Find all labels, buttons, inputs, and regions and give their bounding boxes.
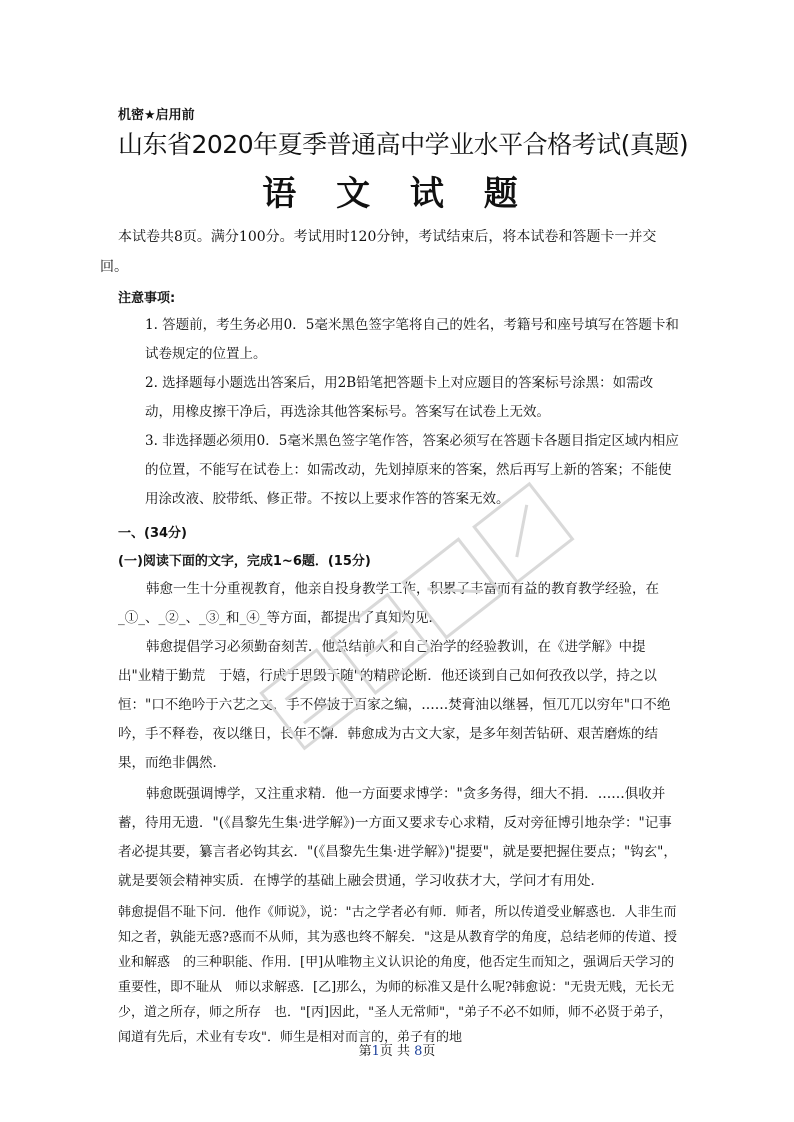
page-footer <box>0 1040 794 1059</box>
notes-heading: 注意事项: <box>118 291 176 306</box>
exam-title: 山东省2020年夏季普通高中学业水平合格考试(真题) <box>118 130 689 159</box>
classification-label: 机密★启用前 <box>118 108 195 123</box>
paragraph-2: 韩愈提倡学习必须勤奋刻苦．他总结前人和自己治学的经验教训，在《进学解》中提出"业精于勤荒 于嬉，行成于思毁于随"的精辟论断．他还谈到自己如何孜孜以学，持之以恒："口不绝吟于六艺之文，手不停披于百家之编，……焚膏油以继晷，恒兀兀以穷年"口不绝吟，手不释卷，夜以继日，长年不懈．韩愈成为古文大家，是多年刻苦钻研、艰苦磨炼的结果，而绝非偶然． <box>118 639 671 771</box>
notes-list <box>145 311 680 514</box>
subject-title: 语 文 试 题 <box>262 174 532 214</box>
intro-line-1: 本试卷共8页。满分100分。考试用时120分钟，考试结束后，将本试卷和答题卡一并交 <box>118 229 657 245</box>
note-item-2: 2. 选择题每小题选出答案后，用2B铅笔把答题卡上对应题目的答案标号涂黑：如需改动，用橡皮擦干净后，再选涂其他答案标号。答案写在试卷上无效。 <box>145 375 654 420</box>
footer-page-number: 1 <box>371 1044 380 1059</box>
part-heading: (一)阅读下面的文字，完成1~6题．(15分) <box>118 554 371 569</box>
footer-prefix: 第 <box>358 1044 372 1059</box>
paragraph-1: 韩愈一生十分重视教育，他亲自投身教学工作，积累了丰富而有益的教育教学经验，在_①_、_②_、_③_和_④_等方面，都提出了真知灼见． <box>118 581 659 626</box>
paragraph-3: 韩愈既强调博学，又注重求精．他一方面要求博学："贪多务得，细大不捐．……俱收并蓄，待用无遗．"(《昌黎先生集·进学解》)一方面又要求专心求精，反对旁征博引地杂学："记事者必提其要，纂言者必钩其玄．"(《昌黎先生集·进学解》)"提要"，就是要把握住要点；"钩玄"，就是要领会精神实质．在博学的基础上融会贯通，学习收获才大，学问才有用处． <box>118 786 677 889</box>
footer-mid: 页 共 <box>379 1044 410 1059</box>
paragraph-4: 韩愈提倡不耻下问．他作《师说》，说："古之学者必有师．师者，所以传道受业解惑也．人非生而知之者，孰能无惑?惑而不从师，其为惑也终不解矣．"这是从教育学的角度，总结老师的传道、授业和解惑 的三种职能、作用．[甲]从唯物主义认识论的角度，他否定生而知之，强调后天学习的重要性，即不耻从 师以求解惑．[乙]那么，为师的标准又是什么呢?韩愈说："无贵无贱，无长无少，道之所存，师之所存 也．"[丙]因此，"圣人无常师"，"弟子不必不如师，师不必贤于弟子，闻道有先后，术业有专攻"．师生是相对而言的，弟子有的地 <box>118 905 677 1045</box>
note-item-3: 3. 非选择题必须用0．5毫米黑色签字笔作答，答案必须写在答题卡各题目指定区域内相应的位置，不能写在试卷上：如需改动，先划掉原来的答案，然后再写上新的答案；不能使用涂改液、胶带纸、修正带。不按以上要求作答的答案无效。 <box>145 433 679 507</box>
intro-line-2: 回。 <box>100 259 128 275</box>
footer-total-pages: 8 <box>414 1044 423 1059</box>
intro-paragraph <box>100 222 678 282</box>
note-item-1: 1. 答题前，考生务必用0．5毫米黑色签字笔将自己的姓名，考籍号和座号填写在答题卡和试卷规定的位置上。 <box>145 317 679 362</box>
footer-suffix: 页 <box>422 1044 436 1059</box>
section-heading: 一、(34分) <box>118 526 187 541</box>
